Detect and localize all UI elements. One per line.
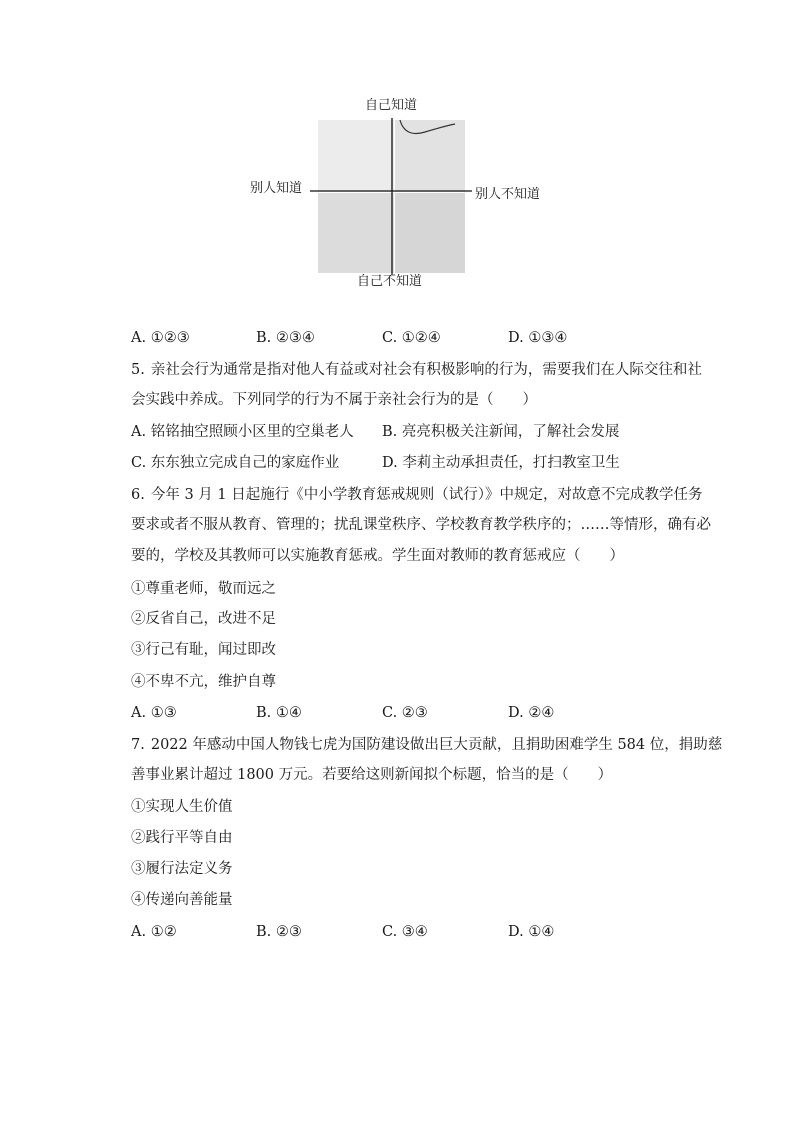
- q7-item-2: ②践行平等自由: [131, 830, 233, 846]
- q5-option-b: B. 亮亮积极关注新闻，了解社会发展: [382, 424, 620, 440]
- q5-number: 5.: [131, 362, 145, 378]
- q6-item-3: ③行己有耻，闻过即改: [131, 642, 276, 658]
- q5-option-a: A. 铭铭抽空照顾小区里的空巢老人: [131, 424, 354, 440]
- q7-stem-line-1: [131, 736, 722, 754]
- q5-stem-line-1: [131, 361, 702, 379]
- q7-item-1: ①实现人生价值: [131, 799, 233, 815]
- q4-option-a: A. ①②③: [131, 330, 190, 346]
- q6-item-2: ②反省自己，改进不足: [131, 611, 276, 627]
- q7-option-d: D. ①④: [508, 924, 555, 940]
- q6-number: 6.: [131, 487, 145, 503]
- q7-stem-line-2: 善事业累计超过 1800 万元。若要给这则新闻拟个标题，恰当的是（ ）: [131, 767, 613, 783]
- q6-stem-text-1: 今年 3 月 1 日起施行《中小学教育惩戒规则（试行）》中规定，对故意不完成教学任务: [150, 487, 703, 503]
- q7-item-4: ④传递向善能量: [131, 892, 233, 908]
- diagram-right-label: 别人不知道: [475, 187, 541, 202]
- q4-option-b: B. ②③④: [256, 330, 315, 346]
- quadrant-diagram: [240, 90, 560, 300]
- q5-stem-line-2: 会实践中养成。下列同学的行为不属于亲社会行为的是（ ）: [131, 392, 537, 408]
- diagram-top-label: 自己知道: [365, 98, 418, 113]
- q6-option-d: D. ②④: [508, 705, 555, 721]
- diagram-left-label: 别人知道: [250, 181, 303, 196]
- q4-option-d: D. ①③④: [508, 330, 568, 346]
- q6-stem-line-2: 要求或者不服从教育、管理的；扰乱课堂秩序、学校教育教学秩序的；……等情形，确有必: [131, 517, 711, 533]
- q7-item-3: ③履行法定义务: [131, 861, 233, 877]
- diagram-bottom-label: 自己不知道: [357, 274, 423, 289]
- q6-item-1: ①尊重老师，敬而远之: [131, 581, 276, 597]
- q5-option-c: C. 东东独立完成自己的家庭作业: [131, 455, 340, 471]
- q6-option-a: A. ①③: [131, 705, 177, 721]
- q7-option-c: C. ③④: [382, 924, 428, 940]
- q6-option-c: C. ②③: [382, 705, 428, 721]
- q6-stem-line-1: [131, 486, 702, 504]
- q7-number: 7.: [131, 737, 145, 753]
- q6-stem-line-3: 要的，学校及其教师可以实施教育惩戒。学生面对教师的教育惩戒应（ ）: [131, 548, 624, 564]
- q7-stem-text-1: 2022 年感动中国人物钱七虎为国防建设做出巨大贡献，且捐助困难学生 584 位，捐助慈: [150, 737, 723, 753]
- q4-option-c: C. ①②④: [382, 330, 441, 346]
- q5-stem-text-1: 亲社会行为通常是指对他人有益或对社会有积极影响的行为，需要我们在人际交往和社: [150, 362, 702, 378]
- q6-item-4: ④不卑不亢，维护自尊: [131, 674, 276, 690]
- q7-option-b: B. ②③: [256, 924, 302, 940]
- q7-option-a: A. ①②: [131, 924, 177, 940]
- q5-option-d: D. 李莉主动承担责任，打扫教室卫生: [382, 455, 620, 471]
- q6-option-b: B. ①④: [256, 705, 302, 721]
